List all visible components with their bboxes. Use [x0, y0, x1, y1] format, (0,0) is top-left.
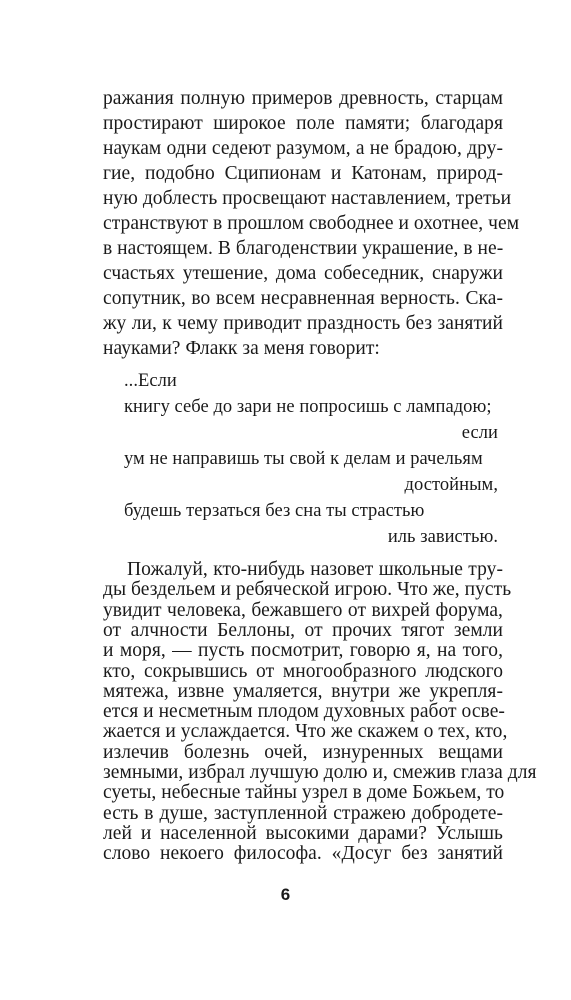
verse-line-right: иль завистью.	[387, 527, 498, 547]
text-line: слово некоего философа. «Досуг без занятий	[103, 843, 503, 865]
text-line: кто, сокрывшись от многообразного людского	[103, 660, 503, 682]
verse-line: ум не направишь ты свой к делам и рачельям	[124, 449, 483, 469]
text-line: счастьях утешение, дома собеседник, снаружи	[103, 263, 503, 284]
text-line: наукам одни седеют разумом, а не брадою, дру-	[103, 138, 503, 159]
text-line: лей и населенной высокими дарами? Услышь	[103, 822, 503, 844]
text-line: жу ли, к чему приводит праздность без занятий	[103, 313, 503, 334]
text-line: гие, подобно Сципионам и Катонам, природ-	[103, 163, 503, 184]
text-line: есть в душе, заступленной стражею добродете-	[103, 802, 503, 824]
verse-line-right: достойным,	[404, 475, 498, 495]
verse-line: книгу себе до зари не попросишь с лампадою;	[124, 397, 492, 417]
text-line: в настоящем. В благоденствии украшение, в не-	[103, 238, 504, 259]
text-line: от алчности Беллоны, от прочих тягот земли	[103, 619, 503, 641]
text-line: сопутник, во всем несравненная верность. Ска-	[103, 288, 503, 309]
text-line-last: науками? Флакк за меня говорит:	[103, 338, 380, 359]
page-number: 6	[280, 885, 291, 904]
text-line: странствуют в прошлом свободнее и охотнее, чем	[103, 213, 520, 234]
verse-line: ...Если	[124, 371, 177, 391]
text-line: жается и услаждается. Что же скажем о тех, кто,	[103, 721, 508, 743]
text-line: мятежа, извне умаляется, внутри же укрепля-	[103, 680, 503, 702]
text-line: ную доблесть просвещают наставлением, третьи	[103, 188, 512, 209]
text-line: и моря, — пусть посмотрит, говорю я, на того,	[103, 640, 503, 662]
text-line: ется и несметным плодом духовных работ осве-	[103, 701, 505, 723]
text-line: ды бездельем и ребяческой игрою. Что же, пусть	[103, 579, 512, 601]
text-line: суеты, небесные тайны узрел в доме Божьем, то	[103, 782, 505, 804]
verse-line: будешь терзаться без сна ты страстью	[124, 501, 425, 521]
text-line: ражания полную примеров древность, старцам	[103, 88, 503, 109]
text-line: излечив болезнь очей, изнуренных вещами	[103, 741, 503, 763]
text-line: земными, избрал лучшую долю и, смежив глаза для	[103, 762, 537, 783]
text-line: простирают широкое поле памяти; благодаря	[103, 113, 503, 134]
text-line-indent: Пожалуй, кто-нибудь назовет школьные тру-	[127, 559, 503, 580]
text-line: увидит человека, бежавшего от вихрей форума,	[103, 599, 503, 621]
verse-line-right: если	[461, 423, 498, 443]
